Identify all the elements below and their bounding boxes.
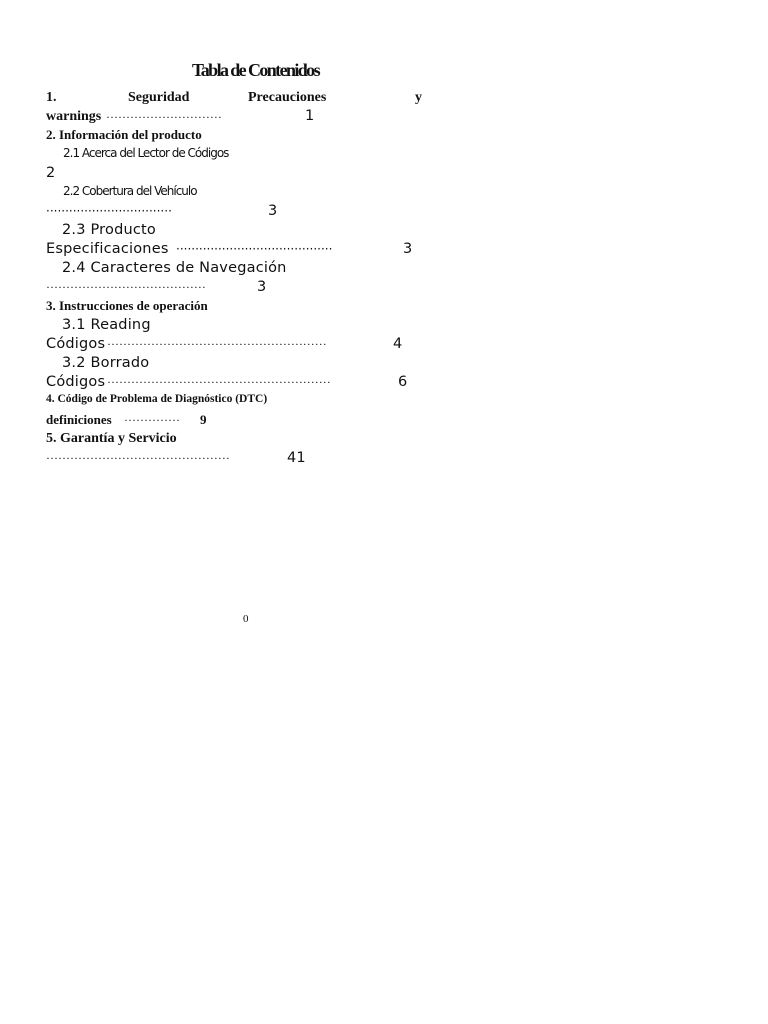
toc-entry-2-3-page: 3 bbox=[403, 241, 413, 257]
toc-entry-3-2-page: 6 bbox=[398, 374, 408, 390]
toc-entry-2-3-label: 2.3 Producto bbox=[62, 222, 156, 238]
toc-entry-3-1-label: 3.1 Reading bbox=[62, 317, 151, 333]
toc-entry-1-page: 1 bbox=[305, 108, 315, 124]
toc-entry-4-label-cont: definiciones bbox=[46, 412, 112, 427]
toc-entry-1-word: Seguridad bbox=[128, 90, 190, 105]
toc-entry-2-2-label: 2.2 Cobertura del Vehículo bbox=[63, 184, 197, 198]
toc-entry-5-leader: ·············································· bbox=[46, 451, 230, 465]
toc-entry-1-number: 1. bbox=[46, 90, 57, 105]
toc-entry-2-2-page: 3 bbox=[268, 203, 278, 219]
toc-entry-3-heading: 3. Instrucciones de operación bbox=[46, 298, 208, 313]
toc-entry-2-heading: 2. Información del producto bbox=[46, 127, 202, 142]
toc-entry-3-2-label-cont: Códigos bbox=[46, 374, 106, 390]
toc-entry-2-4-page: 3 bbox=[257, 279, 267, 295]
toc-entry-3-1-page: 4 bbox=[393, 336, 403, 352]
toc-entry-2-2-leader: ································· bbox=[46, 204, 172, 218]
toc-entry-3-1-leader: ······················································· bbox=[107, 337, 327, 351]
toc-entry-1-word: warnings bbox=[46, 109, 102, 124]
toc-entry-4-leader: ·············· bbox=[124, 413, 180, 427]
toc-entry-1-word: y bbox=[415, 90, 422, 105]
toc-title: Tabla de Contenidos bbox=[192, 60, 319, 80]
toc-entry-3-2-label: 3.2 Borrado bbox=[62, 355, 150, 371]
toc-entry-1-word: Precauciones bbox=[248, 90, 327, 105]
toc-entry-4-heading: 4. Código de Problema de Diagnóstico (DTC) bbox=[46, 393, 268, 405]
toc-entry-2-4-leader: ········································ bbox=[46, 280, 206, 294]
toc-entry-1-leader: ····························· bbox=[106, 110, 222, 124]
toc-entry-2-3-label-cont: Especificaciones bbox=[46, 241, 169, 257]
toc-entry-5-heading: 5. Garantía y Servicio bbox=[46, 431, 177, 446]
toc-entry-3-2-leader: ························································ bbox=[107, 375, 331, 389]
page-number: 0 bbox=[243, 613, 249, 625]
toc-entry-5-page: 41 bbox=[287, 450, 306, 466]
toc-entry-3-1-label-cont: Códigos bbox=[46, 336, 106, 352]
toc-entry-2-3-leader: ········································· bbox=[176, 242, 333, 256]
toc-entry-2-1-page: 2 bbox=[46, 165, 56, 181]
toc-entry-4-page: 9 bbox=[200, 412, 207, 427]
toc-entry-2-1-label: 2.1 Acerca del Lector de Códigos bbox=[63, 146, 229, 160]
toc-entry-2-4-label: 2.4 Caracteres de Navegación bbox=[62, 260, 287, 276]
